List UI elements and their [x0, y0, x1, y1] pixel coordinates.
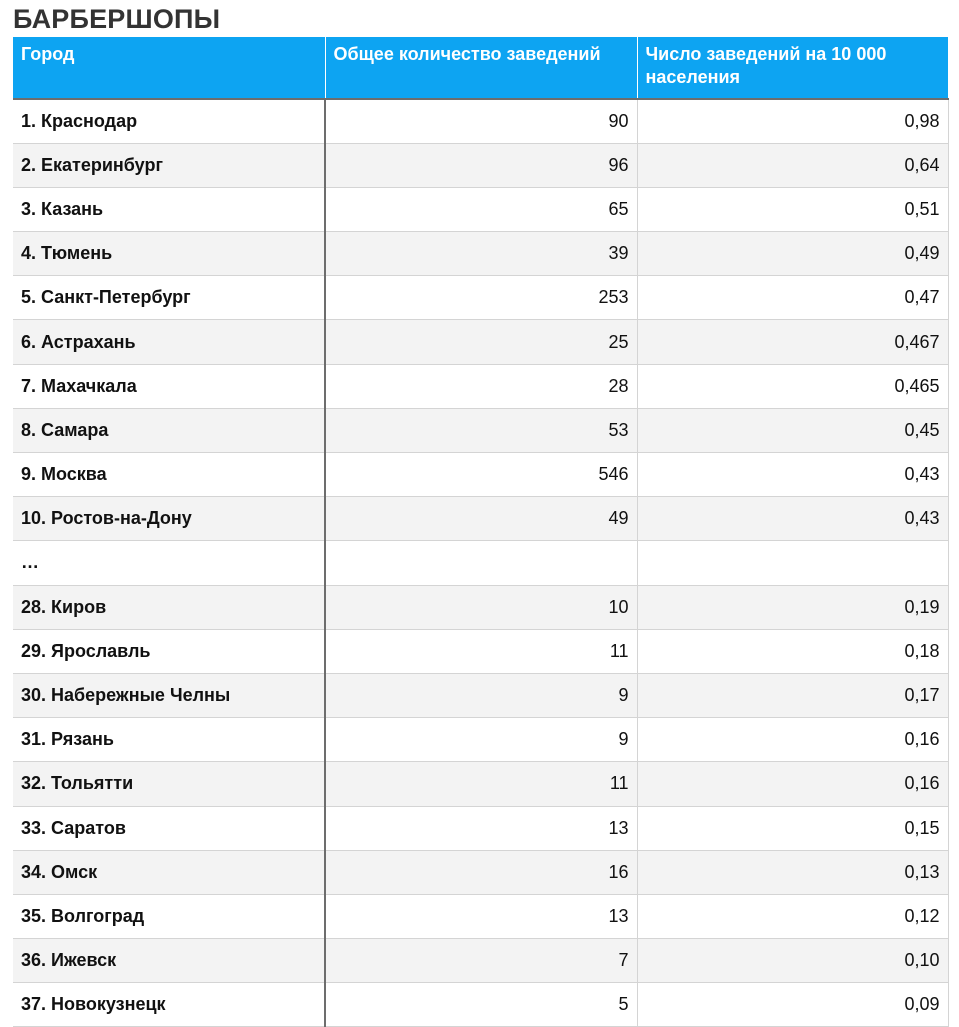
table-row — [13, 232, 948, 276]
cell-city: 1. Краснодар — [13, 99, 325, 143]
cell-total: 7 — [325, 939, 637, 983]
cell-total: 28 — [325, 364, 637, 408]
cell-city: 6. Астрахань — [13, 320, 325, 364]
cell-total: 546 — [325, 453, 637, 497]
cell-total: 9 — [325, 718, 637, 762]
cell-total: 90 — [325, 99, 637, 143]
cell-per10k: 0,43 — [637, 497, 948, 541]
cell-per10k: 0,12 — [637, 894, 948, 938]
cell-per10k: 0,51 — [637, 187, 948, 231]
cell-total: 5 — [325, 983, 637, 1027]
table-row — [13, 894, 948, 938]
table-row — [13, 276, 948, 320]
cell-total: 9 — [325, 673, 637, 717]
cell-per10k: 0,10 — [637, 939, 948, 983]
cell-city: 2. Екатеринбург — [13, 143, 325, 187]
cell-city: 28. Киров — [13, 585, 325, 629]
cell-per10k: 0,43 — [637, 453, 948, 497]
cell-total: 11 — [325, 629, 637, 673]
table-row — [13, 850, 948, 894]
table-row — [13, 585, 948, 629]
table-row — [13, 497, 948, 541]
cell-city: 33. Саратов — [13, 806, 325, 850]
cell-per10k: 0,47 — [637, 276, 948, 320]
table-row — [13, 718, 948, 762]
table-row — [13, 762, 948, 806]
cell-total: 13 — [325, 894, 637, 938]
cell-per10k: 0,17 — [637, 673, 948, 717]
cell-per10k: 0,16 — [637, 762, 948, 806]
cell-total: 65 — [325, 187, 637, 231]
table-row — [13, 143, 948, 187]
cell-city: 35. Волгоград — [13, 894, 325, 938]
cell-total: 11 — [325, 762, 637, 806]
barbershops-table — [13, 37, 949, 1027]
cell-city: 8. Самара — [13, 408, 325, 452]
cell-per10k: 0,64 — [637, 143, 948, 187]
cell-city: 10. Ростов-на-Дону — [13, 497, 325, 541]
table-row — [13, 364, 948, 408]
cell-city: 4. Тюмень — [13, 232, 325, 276]
cell-per10k: 0,465 — [637, 364, 948, 408]
cell-per10k: 0,09 — [637, 983, 948, 1027]
cell-per10k: 0,15 — [637, 806, 948, 850]
table-row — [13, 408, 948, 452]
table-row — [13, 673, 948, 717]
cell-per10k: 0,49 — [637, 232, 948, 276]
cell-city: 7. Махачкала — [13, 364, 325, 408]
cell-city: 37. Новокузнецк — [13, 983, 325, 1027]
cell-city: 3. Казань — [13, 187, 325, 231]
table-row — [13, 983, 948, 1027]
cell-per10k: 0,45 — [637, 408, 948, 452]
table-header-row — [13, 37, 948, 99]
table-row — [13, 541, 948, 585]
table-body — [13, 99, 948, 1027]
table-row — [13, 187, 948, 231]
cell-city: 34. Омск — [13, 850, 325, 894]
table-row — [13, 629, 948, 673]
table-row — [13, 939, 948, 983]
cell-city: 32. Тольятти — [13, 762, 325, 806]
cell-city: … — [13, 541, 325, 585]
column-header-total: Общее количество заведений — [325, 37, 637, 99]
cell-city: 5. Санкт-Петербург — [13, 276, 325, 320]
cell-city: 31. Рязань — [13, 718, 325, 762]
cell-city: 9. Москва — [13, 453, 325, 497]
cell-per10k: 0,18 — [637, 629, 948, 673]
cell-total: 49 — [325, 497, 637, 541]
table-row — [13, 99, 948, 143]
table-row — [13, 320, 948, 364]
cell-total: 25 — [325, 320, 637, 364]
cell-total: 39 — [325, 232, 637, 276]
column-header-city: Город — [13, 37, 325, 99]
cell-total: 10 — [325, 585, 637, 629]
cell-total: 253 — [325, 276, 637, 320]
cell-total: 96 — [325, 143, 637, 187]
cell-per10k: 0,13 — [637, 850, 948, 894]
cell-total: 53 — [325, 408, 637, 452]
cell-city: 36. Ижевск — [13, 939, 325, 983]
cell-total: 16 — [325, 850, 637, 894]
cell-total: 13 — [325, 806, 637, 850]
cell-city: 29. Ярославль — [13, 629, 325, 673]
table-row — [13, 453, 948, 497]
cell-city: 30. Набережные Челны — [13, 673, 325, 717]
page-title: БАРБЕРШОПЫ — [13, 4, 221, 34]
column-header-per10k: Число заведений на 10 000 населения — [637, 37, 948, 99]
table-row — [13, 806, 948, 850]
cell-per10k: 0,16 — [637, 718, 948, 762]
cell-total — [325, 541, 637, 585]
cell-per10k — [637, 541, 948, 585]
cell-per10k: 0,19 — [637, 585, 948, 629]
cell-per10k: 0,467 — [637, 320, 948, 364]
cell-per10k: 0,98 — [637, 99, 948, 143]
